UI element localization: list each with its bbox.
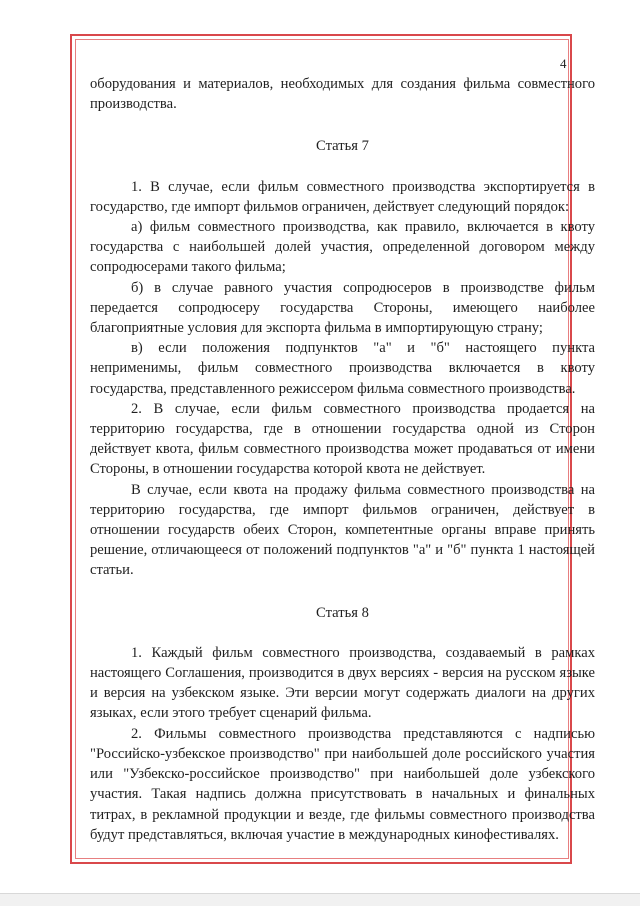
article-8-title: Статья 8 — [316, 604, 369, 621]
article-7-paragraph-2: 2. В случае, если фильм совместного производства продается на территорию государства, где в отношении государства одной из Сторон действует квота, фильм совместного производства может продаваться от имени Стороны, в отношении государства которой квота не действует. — [90, 400, 595, 478]
document-body — [90, 74, 595, 845]
page-number: 4 — [560, 56, 567, 71]
continuation-paragraph: оборудования и материалов, необходимых для создания фильма совместного производства. — [90, 76, 595, 113]
article-7-paragraph-3: В случае, если квота на продажу фильма совместного производства на территорию государства, где импорт фильмов ограничен, действует в отношении государств обеих Сторон, компетентные органы вправе принять решение, отличающееся от положений подпунктов "а" и "б" пункта 1 настоящей статьи. — [90, 481, 595, 579]
article-7-paragraph-1: 1. В случае, если фильм совместного производства экспортируется в государство, где импорт фильмов ограничен, действует следующий порядок: — [90, 178, 595, 215]
article-8-paragraph-1: 1. Каждый фильм совместного производства, создаваемый в рамках настоящего Соглашения, производится в двух версиях - версия на русском языке и версия на узбекском языке. Эти версии могут содержать диалоги на других языках, если этого требует сценарий фильма. — [90, 644, 595, 722]
viewer-bottom-strip — [0, 893, 640, 906]
article-7-subitem-b: б) в случае равного участия сопродюсеров в производстве фильм передается сопродюсеру государства Стороны, имеющего наиболее благоприятные условия для экспорта фильма в импортирующую страну; — [90, 279, 595, 337]
article-7-subitem-a: а) фильм совместного производства, как правило, включается в квоту государства с наибольшей долей участия, определенной договором между сопродюсерами такого фильма; — [90, 219, 595, 276]
article-8-paragraph-2: 2. Фильмы совместного производства представляются с надписью "Российско-узбекское производство" при наибольшей доле российского участия или "Узбекско-российское производство" при наибольшей доле узбекского участия. Такая надпись должна присутствовать в начальных и финальных титрах, в рекламной продукции и везде, где фильмы совместного производства будут представляться, включая участие в международных кинофестивалях. — [90, 725, 595, 843]
article-7-subitem-v: в) если положения подпунктов "а" и "б" настоящего пункта неприменимы, фильм совместного производства включается в квоту государства, представленного режиссером фильма совместного производства. — [90, 340, 595, 397]
article-7-title: Статья 7 — [316, 138, 369, 155]
